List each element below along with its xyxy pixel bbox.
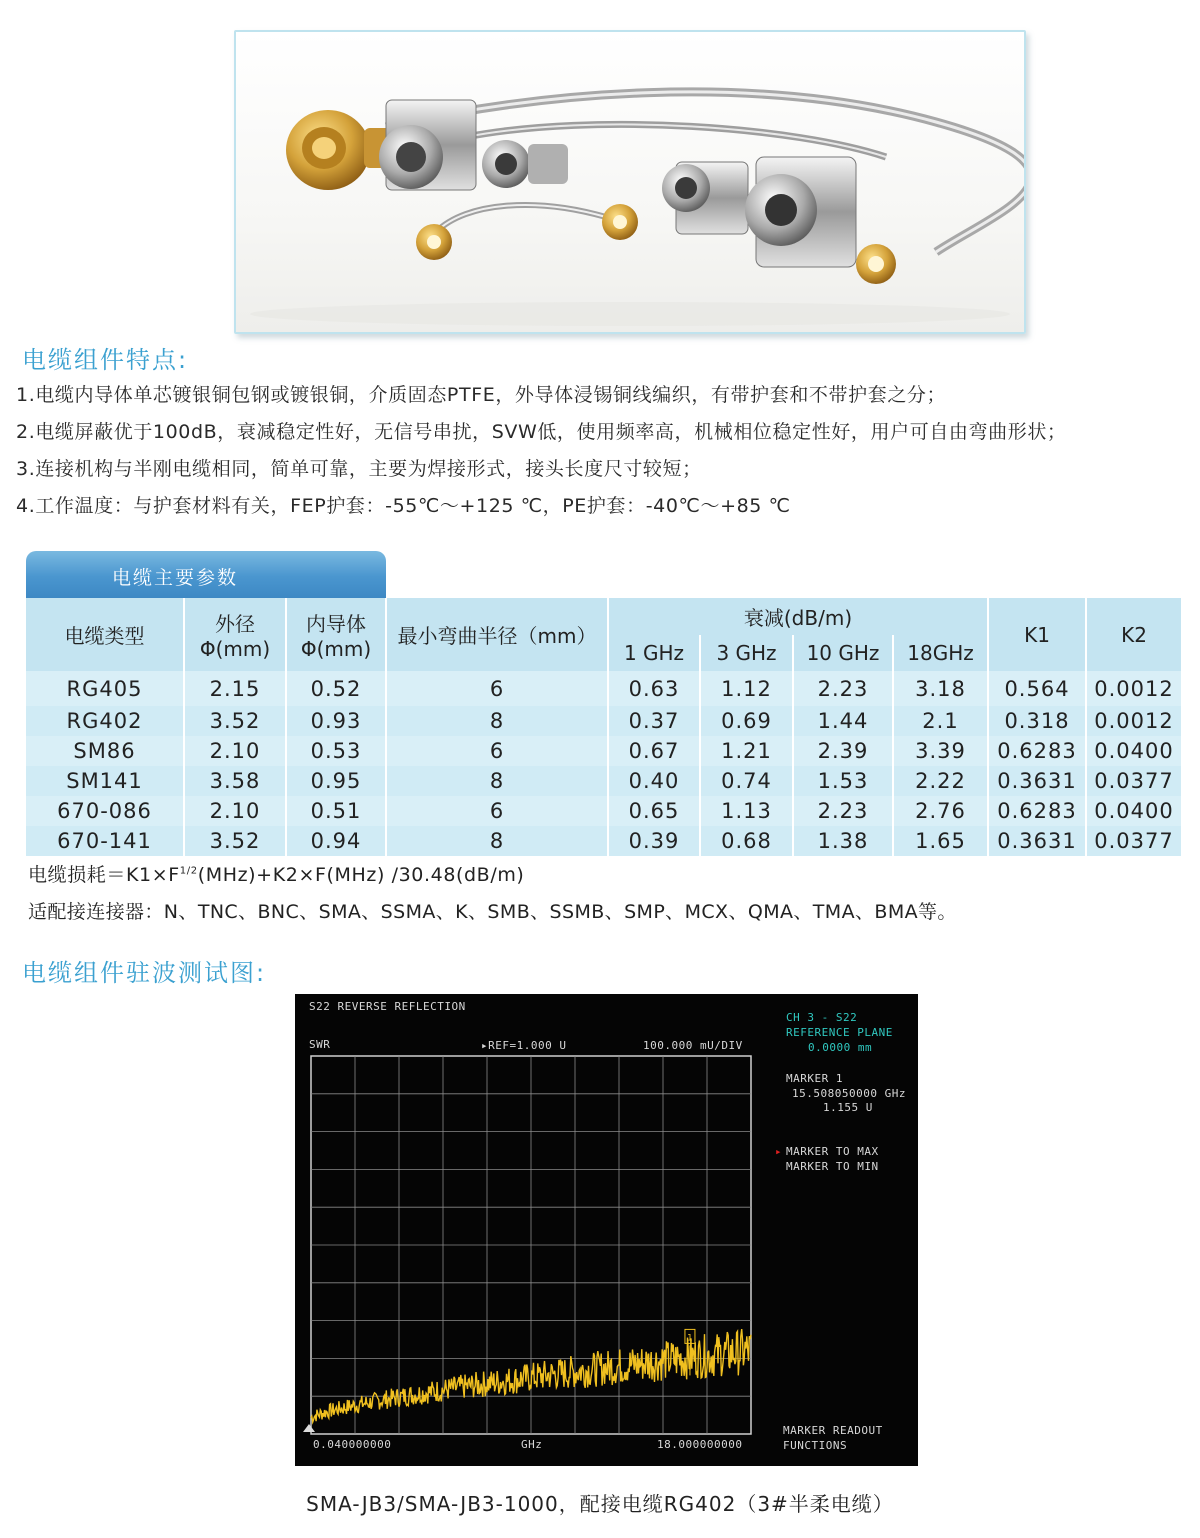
table-cell: 1.21 — [700, 736, 793, 766]
table-row — [26, 796, 1182, 826]
table-row — [26, 826, 1182, 856]
table-title-tab — [26, 551, 386, 598]
feature-list — [16, 378, 1067, 526]
col-header-inner-conductor: 内导体 Φ(mm) — [286, 598, 386, 671]
table-row — [26, 736, 1182, 766]
cable-assemblies-illustration — [236, 32, 1024, 332]
col-header-k2: K2 — [1086, 598, 1182, 671]
feature-item: 1.电缆内导体单芯镀银铜包钢或镀银铜，介质固态PTFE，外导体浸锡铜线编织，有带护套和不带护套之分； — [16, 384, 947, 406]
table-cell: 1.65 — [893, 826, 988, 856]
table-cell: 0.95 — [286, 766, 386, 796]
table-row — [26, 766, 1182, 796]
col-header-k1: K1 — [988, 598, 1086, 671]
table-cell: 6 — [386, 736, 608, 766]
table-cell: 0.318 — [988, 706, 1086, 736]
features-heading: 电缆组件特点: — [22, 346, 189, 374]
table-cell: 8 — [386, 826, 608, 856]
table-cell: 0.37 — [608, 706, 700, 736]
table-cell: 2.76 — [893, 796, 988, 826]
table-cell: 3.18 — [893, 671, 988, 706]
cable-parameters-table — [26, 598, 1183, 856]
table-cell: RG402 — [26, 706, 184, 736]
table-cell: 0.0377 — [1086, 826, 1182, 856]
table-cell: 3.58 — [184, 766, 286, 796]
table-cell: 2.39 — [793, 736, 893, 766]
table-cell: 0.53 — [286, 736, 386, 766]
table-cell: 1.53 — [793, 766, 893, 796]
col-header-freq: 18GHz — [893, 635, 988, 671]
menu-arrow-icon: ▸ — [775, 1145, 783, 1158]
table-cell: SM141 — [26, 766, 184, 796]
figure-caption: SMA-JB3/SMA-JB3-1000，配接电缆RG402（3#半柔电缆） — [306, 1492, 894, 1516]
feature-item: 4.工作温度：与护套材料有关，FEP护套：-55℃～+125 ℃，PE护套：-40℃～+85 ℃ — [16, 495, 791, 517]
table-cell: 2.15 — [184, 671, 286, 706]
table-cell: 0.94 — [286, 826, 386, 856]
feature-item: 3.连接机构与半刚电缆相同，简单可靠，主要为焊接形式，接头长度尺寸较短； — [16, 458, 702, 480]
table-cell: 6 — [386, 671, 608, 706]
table-cell: 0.51 — [286, 796, 386, 826]
screen-stop-freq: 18.000000000 — [657, 1438, 743, 1451]
table-cell: 0.0377 — [1086, 766, 1182, 796]
table-cell: 0.39 — [608, 826, 700, 856]
col-header-freq: 1 GHz — [608, 635, 700, 671]
table-cell: 1.44 — [793, 706, 893, 736]
table-cell: 0.93 — [286, 706, 386, 736]
menu-marker-readout[interactable]: MARKER READOUT — [783, 1424, 883, 1437]
screen-marker-freq: 15.508050000 GHz — [792, 1087, 906, 1100]
table-cell: 3.39 — [893, 736, 988, 766]
col-header-freq: 10 GHz — [793, 635, 893, 671]
screen-marker-value: 1.155 U — [823, 1101, 873, 1114]
table-cell: 1.13 — [700, 796, 793, 826]
table-cell: 2.1 — [893, 706, 988, 736]
table-cell: 8 — [386, 706, 608, 736]
compatible-connectors: 适配接连接器：N、TNC、BNC、SMA、SSMA、K、SMB、SSMB、SMP、MCX、QMA、TMA、BMA等。 — [28, 901, 957, 923]
table-cell: 670-141 — [26, 826, 184, 856]
table-cell: 2.23 — [793, 671, 893, 706]
table-cell: 6 — [386, 796, 608, 826]
table-cell: 2.10 — [184, 736, 286, 766]
loss-formula: 电缆损耗$=K1\times F^{1/2}(MHz)+K2\times F(MHz)$ /30.48(dB/m) — [28, 864, 525, 886]
screen-start-freq: 0.040000000 — [313, 1438, 392, 1451]
table-cell: 0.3631 — [988, 766, 1086, 796]
table-cell: 2.23 — [793, 796, 893, 826]
table-cell: 1.12 — [700, 671, 793, 706]
table-cell: 2.22 — [893, 766, 988, 796]
swr-plot — [295, 994, 918, 1466]
menu-functions[interactable]: FUNCTIONS — [783, 1439, 848, 1452]
table-cell: 0.0400 — [1086, 736, 1182, 766]
table-cell: 0.63 — [608, 671, 700, 706]
col-header-bend-radius: 最小弯曲半径（mm） — [386, 598, 608, 671]
col-header-attenuation: 衰减(dB/m) — [608, 598, 988, 635]
table-cell: 0.3631 — [988, 826, 1086, 856]
table-row — [26, 671, 1182, 706]
table-cell: 0.0012 — [1086, 706, 1182, 736]
col-header-freq: 3 GHz — [700, 635, 793, 671]
table-title: 电缆主要参数 — [112, 567, 239, 589]
table-cell: 0.6283 — [988, 736, 1086, 766]
table-cell: 8 — [386, 766, 608, 796]
table-cell: 3.52 — [184, 826, 286, 856]
screen-freq-unit: GHz — [521, 1438, 543, 1451]
table-cell: 0.52 — [286, 671, 386, 706]
table-cell: 0.0012 — [1086, 671, 1182, 706]
product-photo — [234, 30, 1026, 334]
table-cell: 670-086 — [26, 796, 184, 826]
screen-ref-plane-value: 0.0000 mm — [808, 1041, 873, 1054]
table-cell: 3.52 — [184, 706, 286, 736]
table-cell: 0.40 — [608, 766, 700, 796]
screen-ref: ▸REF=1.000 U — [481, 1039, 567, 1052]
table-cell: 0.68 — [700, 826, 793, 856]
swr-test-screen — [295, 994, 918, 1466]
table-cell: 0.6283 — [988, 796, 1086, 826]
screen-scale: 100.000 mU/DIV — [643, 1039, 743, 1052]
menu-marker-to-max[interactable]: MARKER TO MAX — [786, 1145, 879, 1158]
table-cell: 0.74 — [700, 766, 793, 796]
screen-channel: CH 3 - S22 — [786, 1011, 858, 1024]
table-cell: 0.65 — [608, 796, 700, 826]
table-cell: 0.564 — [988, 671, 1086, 706]
screen-title: S22 REVERSE REFLECTION — [309, 1000, 466, 1013]
table-cell: RG405 — [26, 671, 184, 706]
table-cell: 0.69 — [700, 706, 793, 736]
start-pointer-icon — [303, 1424, 315, 1432]
table-cell: 1.38 — [793, 826, 893, 856]
menu-marker-to-min[interactable]: MARKER TO MIN — [786, 1160, 879, 1173]
screen-format: SWR — [309, 1038, 331, 1051]
screen-ref-plane: REFERENCE PLANE — [786, 1026, 893, 1039]
swr-heading: 电缆组件驻波测试图: — [22, 959, 267, 987]
table-cell: 0.67 — [608, 736, 700, 766]
col-header-type: 电缆类型 — [26, 598, 184, 671]
screen-marker-label: MARKER 1 — [786, 1072, 843, 1085]
feature-item: 2.电缆屏蔽优于100dB，衰减稳定性好，无信号串扰，SVW低，使用频率高，机械相位稳定性好，用户可自由弯曲形状； — [16, 421, 1067, 443]
table-cell: 0.0400 — [1086, 796, 1182, 826]
svg-text:1: 1 — [686, 1333, 693, 1344]
col-header-outer-diameter: 外径 Φ(mm) — [184, 598, 286, 671]
table-row — [26, 706, 1182, 736]
table-cell: SM86 — [26, 736, 184, 766]
table-cell: 2.10 — [184, 796, 286, 826]
